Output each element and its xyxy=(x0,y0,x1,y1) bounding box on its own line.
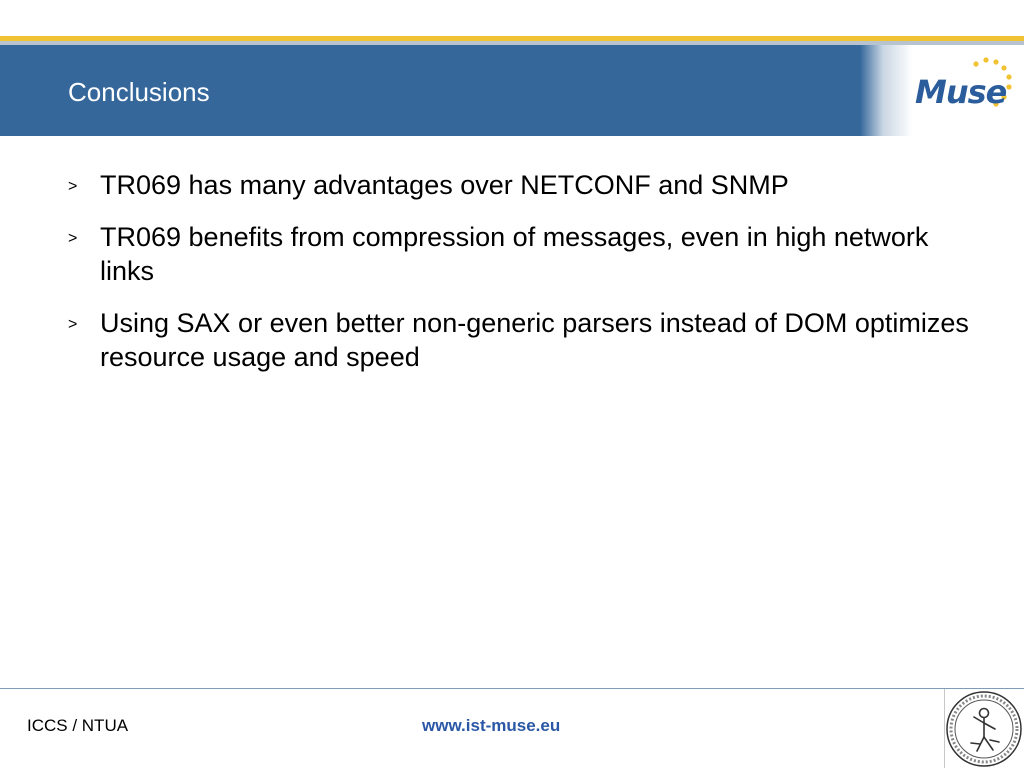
page-title: Conclusions xyxy=(68,77,210,107)
bullet-marker: > xyxy=(68,178,78,195)
footer-institution: ICCS / NTUA xyxy=(27,716,129,735)
footer-website-link[interactable]: www.ist-muse.eu xyxy=(422,716,561,735)
logo-text: Muse xyxy=(915,73,1007,111)
bullet-list xyxy=(68,168,988,392)
bullet-text: TR069 benefits from compression of messages, even in high network links xyxy=(100,222,929,286)
bullet-marker: > xyxy=(68,316,78,333)
bullet-item xyxy=(68,306,988,374)
muse-logo-icon xyxy=(908,52,1018,118)
bullet-item xyxy=(68,220,988,288)
bullet-marker: > xyxy=(68,230,78,247)
bullet-text: Using SAX or even better non-generic parsers instead of DOM optimizes resource usage and speed xyxy=(100,308,969,372)
ntua-seal-icon xyxy=(944,689,1024,768)
bullet-item xyxy=(68,168,988,202)
footer-divider xyxy=(0,688,1024,689)
bullet-text: TR069 has many advantages over NETCONF and SNMP xyxy=(100,170,789,200)
